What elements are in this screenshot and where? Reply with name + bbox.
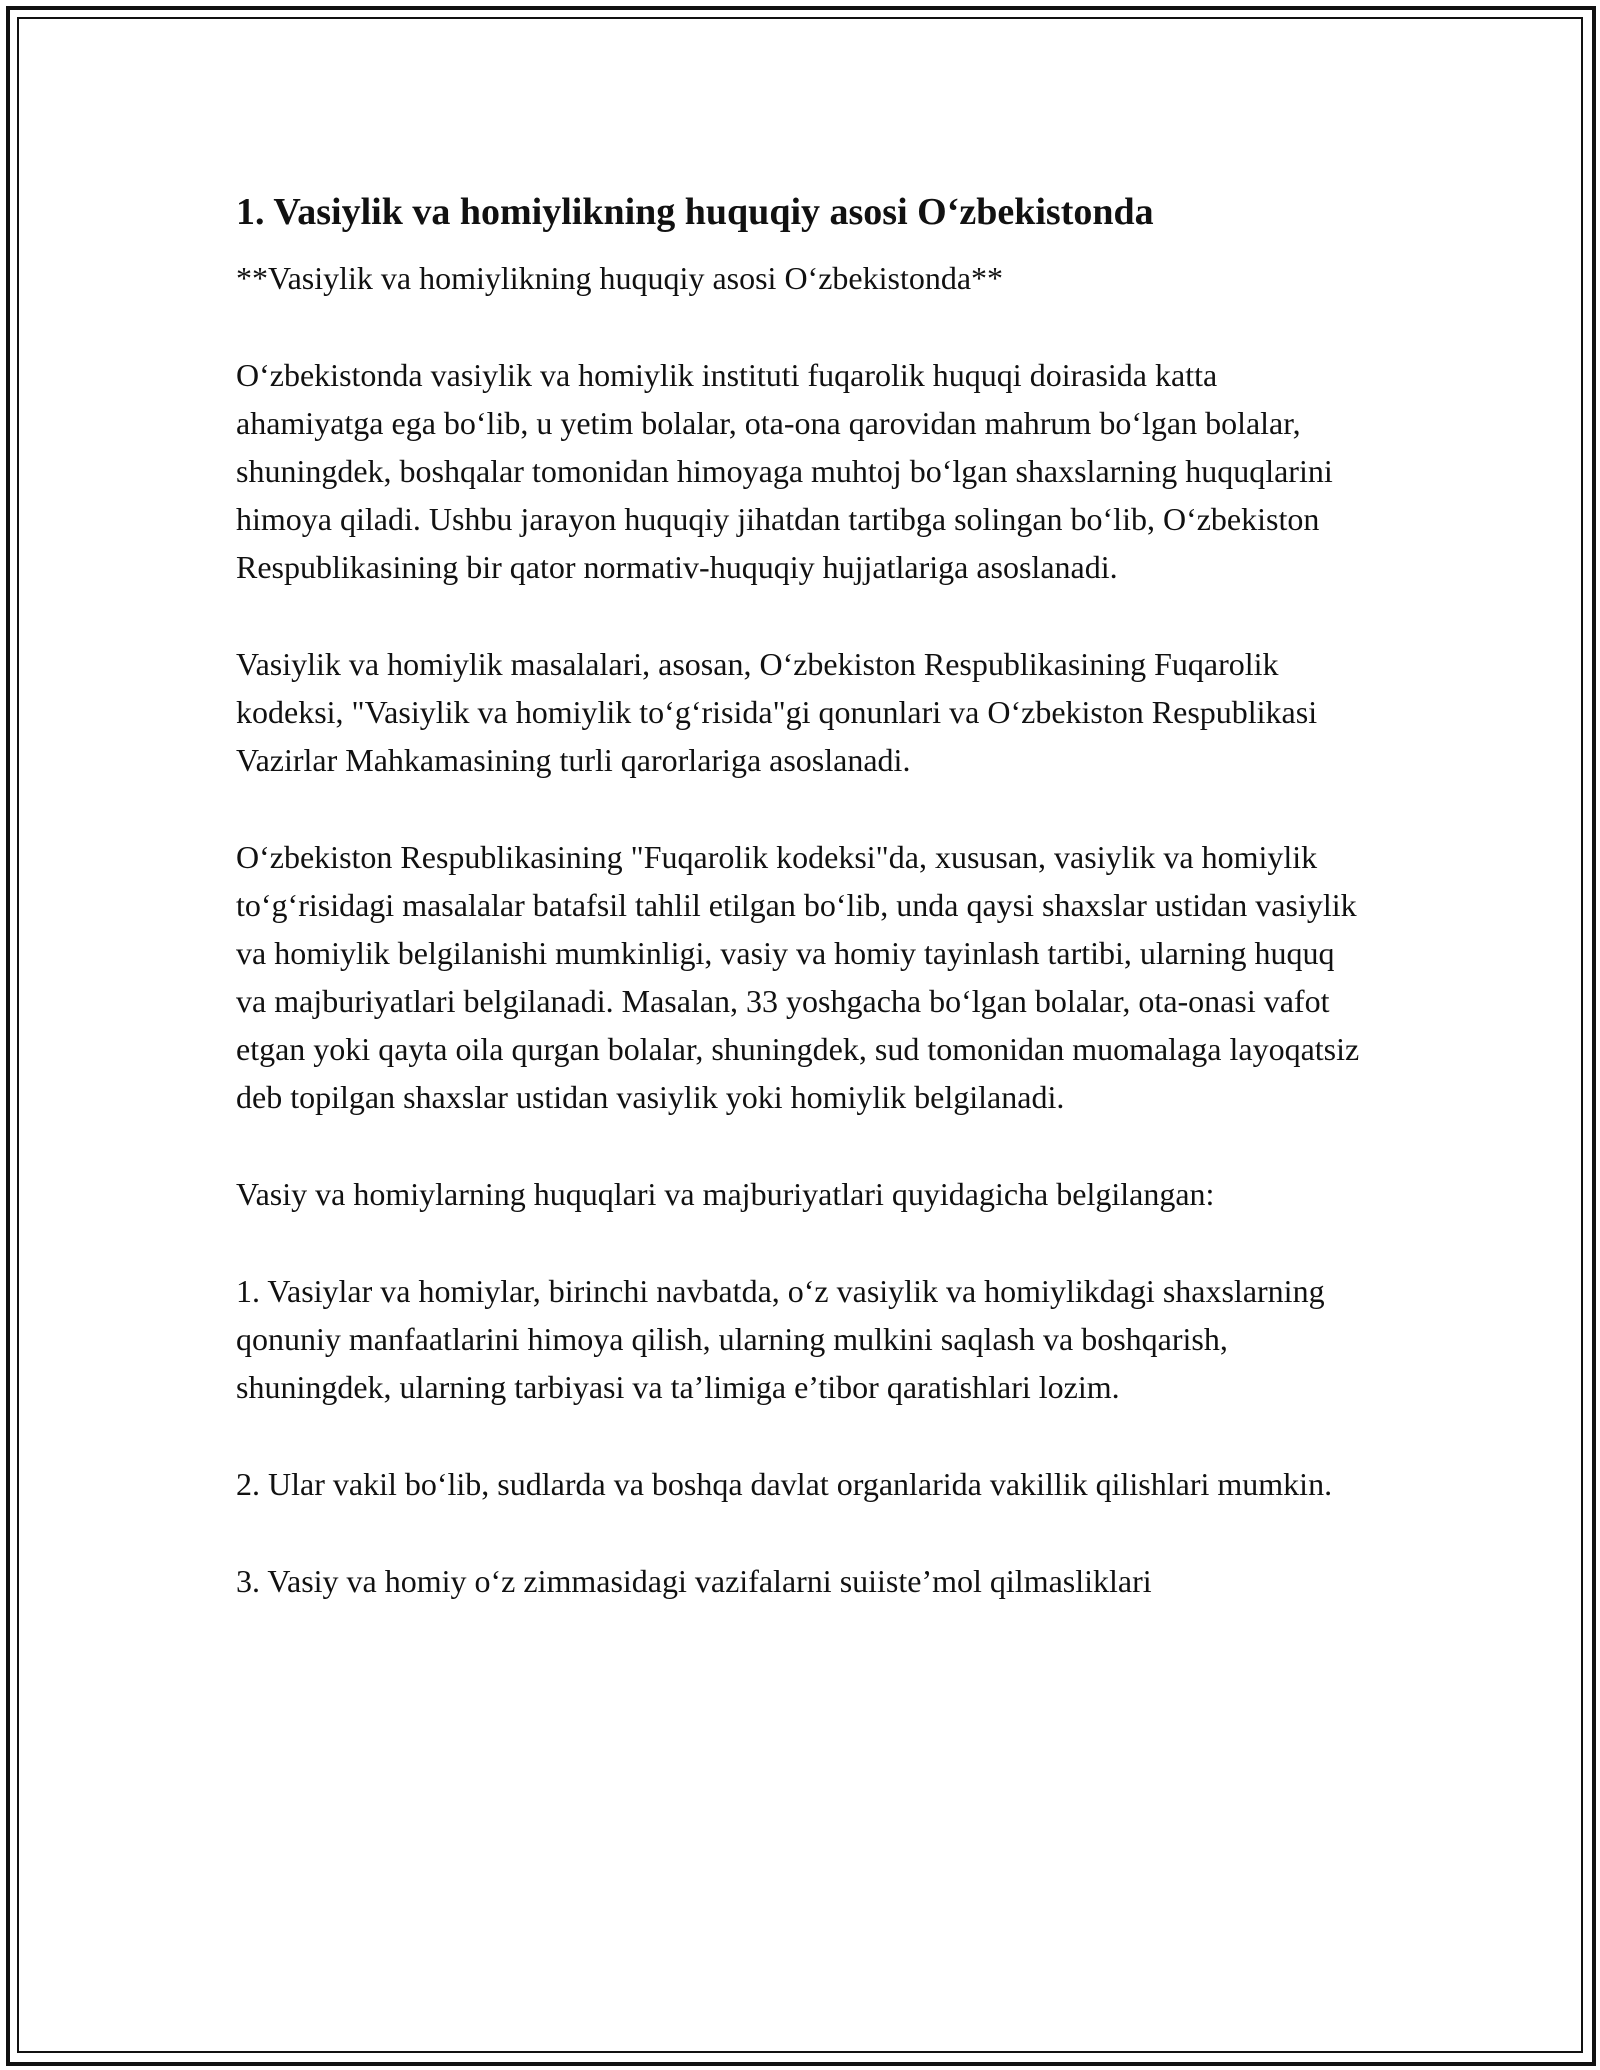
document-body bbox=[236, 254, 1366, 1605]
paragraph-civil-code: O‘zbekiston Respublikasining "Fuqarolik kodeksi"da, xususan, vasiylik va homiylik to‘g‘risidagi masalalar batafsil tahlil etilgan bo‘lib, unda qaysi shaxslar ustidan vasiylik va homiylik belgilanishi mumkinligi, vasiy va homiy tayinlash tartibi, ularning huquq va majburiyatlari belgilanadi. Masalan, 33 yoshgacha bo‘lgan bolalar, ota-onasi vafot etgan yoki qayta oila qurgan bolalar, shuningdek, sud tomonidan muomalaga layoqatsiz deb topilgan shaxslar ustidan vasiylik yoki homiylik belgilanadi. bbox=[236, 839, 1360, 1115]
document-content bbox=[236, 186, 1366, 1654]
paragraph-rights-intro: Vasiy va homiylarning huquqlari va majburiyatlari quyidagicha belgilangan: bbox=[236, 1176, 1215, 1212]
list-item-3: 3. Vasiy va homiy o‘z zimmasidagi vazifalarni suiiste’mol qilmasliklari bbox=[236, 1563, 1152, 1599]
paragraph-intro: O‘zbekistonda vasiylik va homiylik instituti fuqarolik huquqi doirasida katta ahamiyatga ega bo‘lib, u yetim bolalar, ota-ona qarovidan mahrum bo‘lgan bolalar, shuningdek, boshqalar tomonidan himoyaga muhtoj bo‘lgan shaxslarning huquqlarini himoya qiladi. Ushbu jarayon huquqiy jihatdan tartibga solingan bo‘lib, O‘zbekiston Respublikasining bir qator normativ-huquqiy hujjatlariga asoslanadi. bbox=[236, 357, 1333, 585]
paragraph-legal-sources: Vasiylik va homiylik masalalari, asosan, O‘zbekiston Respublikasining Fuqarolik kodeksi, "Vasiylik va homiylik to‘g‘risida"gi qonunlari va O‘zbekiston Respublikasi Vazirlar Mahkamasining turli qarorlariga asoslanadi. bbox=[236, 646, 1318, 778]
paragraph-bold-heading: **Vasiylik va homiylikning huquqiy asosi O‘zbekistonda** bbox=[236, 260, 1004, 296]
document-title: 1. Vasiylik va homiylikning huquqiy asosi O‘zbekistonda bbox=[236, 191, 1154, 233]
list-item-2: 2. Ular vakil bo‘lib, sudlarda va boshqa davlat organlarida vakillik qilishlari mumkin. bbox=[236, 1466, 1333, 1502]
list-item-1: 1. Vasiylar va homiylar, birinchi navbatda, o‘z vasiylik va homiylikdagi shaxslarning qonuniy manfaatlarini himoya qilish, ularning mulkini saqlash va boshqarish, shuningdek, ularning tarbiyasi va ta’limiga e’tibor qaratishlari lozim. bbox=[236, 1273, 1325, 1405]
